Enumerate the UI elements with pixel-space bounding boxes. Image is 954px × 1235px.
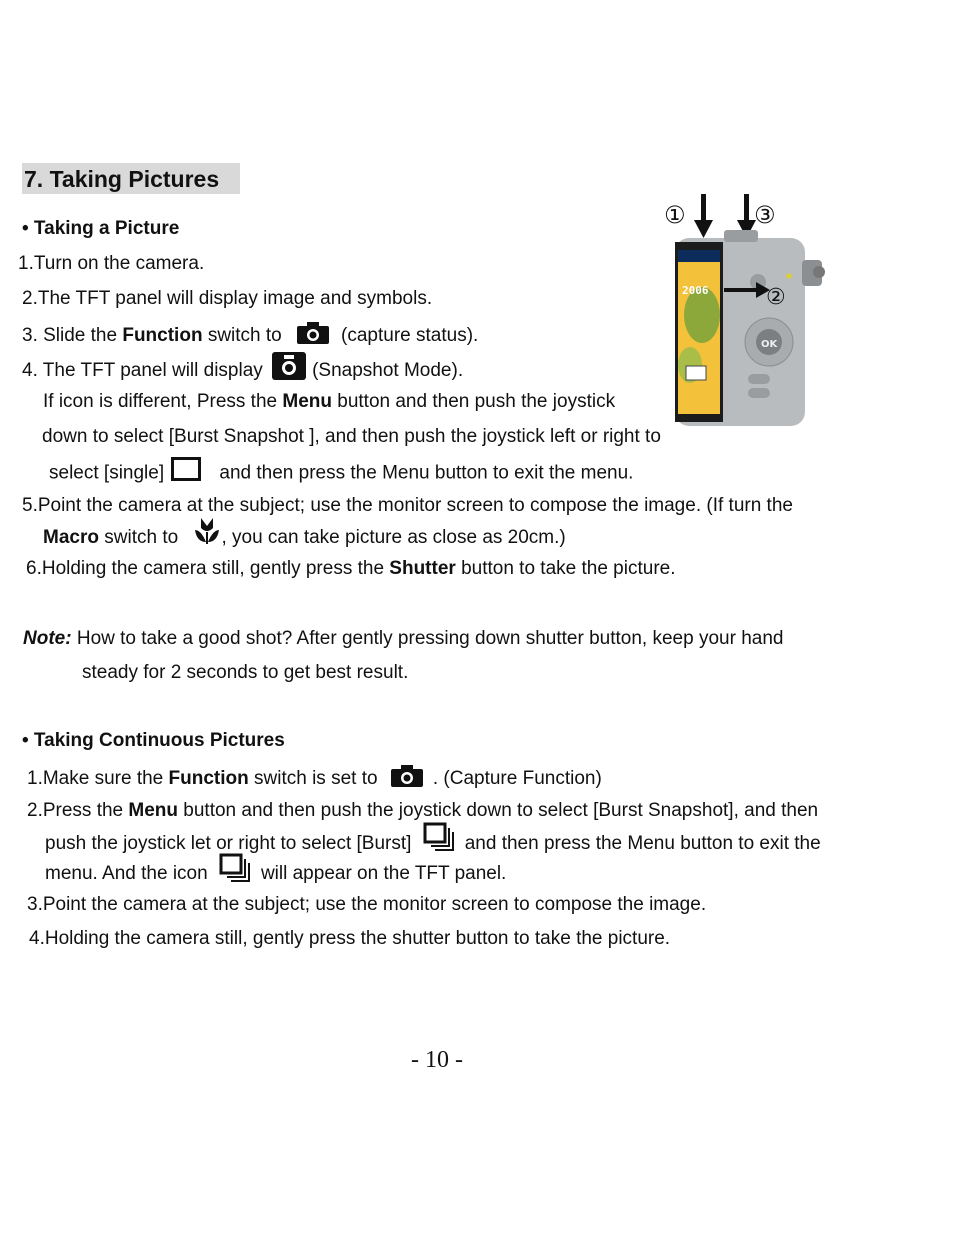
step-4-text-b: (Snapshot Mode). <box>312 360 464 382</box>
cont-step-2-line-2-a: push the joystick let or right to select [Burst] <box>45 833 412 855</box>
cont-step-2-line-2 <box>45 830 821 858</box>
step-4-line-2 <box>43 391 615 413</box>
single-frame-icon <box>171 457 201 487</box>
step-6-shutter: Shutter <box>389 558 456 579</box>
step-6-text-a: 6.Holding the camera still, gently press the <box>26 558 390 579</box>
step-3-function: Function <box>122 325 203 347</box>
note <box>23 628 783 650</box>
step-4-text-a: 4. The TFT panel will display <box>22 360 263 382</box>
subheading-taking-picture: • Taking a Picture <box>22 218 180 239</box>
step-4-line-4-b: and then press the Menu button to exit the menu. <box>219 462 634 484</box>
step-5-macro: Macro <box>43 527 99 549</box>
step-5-line-2 <box>43 524 566 552</box>
step-4-line-2-a: If icon is different, Press the <box>43 391 283 412</box>
step-5-text-c: switch to <box>98 527 179 549</box>
note-line-2: steady for 2 seconds to get best result. <box>82 662 409 683</box>
burst-icon <box>423 822 455 858</box>
note-label: Note: <box>23 628 72 649</box>
step-4-line-4-a: select [single] <box>49 462 165 484</box>
step-2: 2.The TFT panel will display image and symbols. <box>22 288 433 309</box>
ok-label: OK <box>761 339 778 350</box>
step-4-line-4 <box>49 460 633 487</box>
camera-icon <box>391 765 423 793</box>
marker-1: ① <box>664 201 686 229</box>
cont-step-2-line-3 <box>45 859 506 889</box>
macro-flower-icon <box>193 516 221 552</box>
step-3-text-d: (capture status). <box>341 325 479 347</box>
burst-icon <box>219 853 251 889</box>
screen-year: 2006 <box>682 284 709 297</box>
step-4 <box>22 356 463 386</box>
marker-3: ③ <box>754 201 776 229</box>
step-4-menu: Menu <box>282 391 332 412</box>
snapshot-mode-icon <box>272 352 306 386</box>
cont-step-1 <box>27 765 602 793</box>
cont-step-3: 3.Point the camera at the subject; use the monitor screen to compose the image. <box>27 894 707 915</box>
cont-step-2-menu: Menu <box>128 800 178 821</box>
camera-icon <box>297 322 329 350</box>
cont-step-2-c: button and then push the joystick down to select [Burst Snapshot], and then <box>178 800 819 821</box>
step-5: 5.Point the camera at the subject; use the monitor screen to compose the image. (If turn the <box>22 495 793 516</box>
step-3 <box>22 322 478 350</box>
cont-step-2-a: 2.Press the <box>27 800 129 821</box>
cont-step-4: 4.Holding the camera still, gently press the shutter button to take the picture. <box>29 928 671 949</box>
step-3-text-c: switch to <box>202 325 282 347</box>
cont-step-1-d: . (Capture Function) <box>432 768 602 790</box>
step-6-text-c: button to take the picture. <box>455 558 676 579</box>
step-3-text-a: 3. Slide the <box>22 325 123 347</box>
cont-step-1-a: 1.Make sure the <box>27 768 169 790</box>
subheading-continuous: • Taking Continuous Pictures <box>22 730 285 751</box>
step-4-line-3: down to select [Burst Snapshot ], and then push the joystick left or right to <box>42 426 661 447</box>
page-number: - 10 - <box>411 1047 463 1073</box>
cont-step-2-line-3-b: will appear on the TFT panel. <box>260 863 507 885</box>
note-text-1: How to take a good shot? After gently pressing down shutter button, keep your hand <box>71 628 784 649</box>
cont-step-1-c: switch is set to <box>248 768 378 790</box>
step-5-text-d: , you can take picture as close as 20cm.) <box>221 527 566 549</box>
marker-2: ② <box>766 285 786 310</box>
cont-step-2-line-3-a: menu. And the icon <box>45 863 208 885</box>
section-title: 7. Taking Pictures <box>22 163 240 194</box>
cont-step-2-line-2-b: and then press the Menu button to exit the <box>464 833 821 855</box>
step-6 <box>26 558 676 580</box>
camera-back-photo <box>662 190 830 435</box>
step-1: 1.Turn on the camera. <box>18 253 205 274</box>
cont-step-2 <box>27 800 818 822</box>
cont-step-1-function: Function <box>168 768 249 790</box>
step-4-line-2-c: button and then push the joystick <box>331 391 616 412</box>
